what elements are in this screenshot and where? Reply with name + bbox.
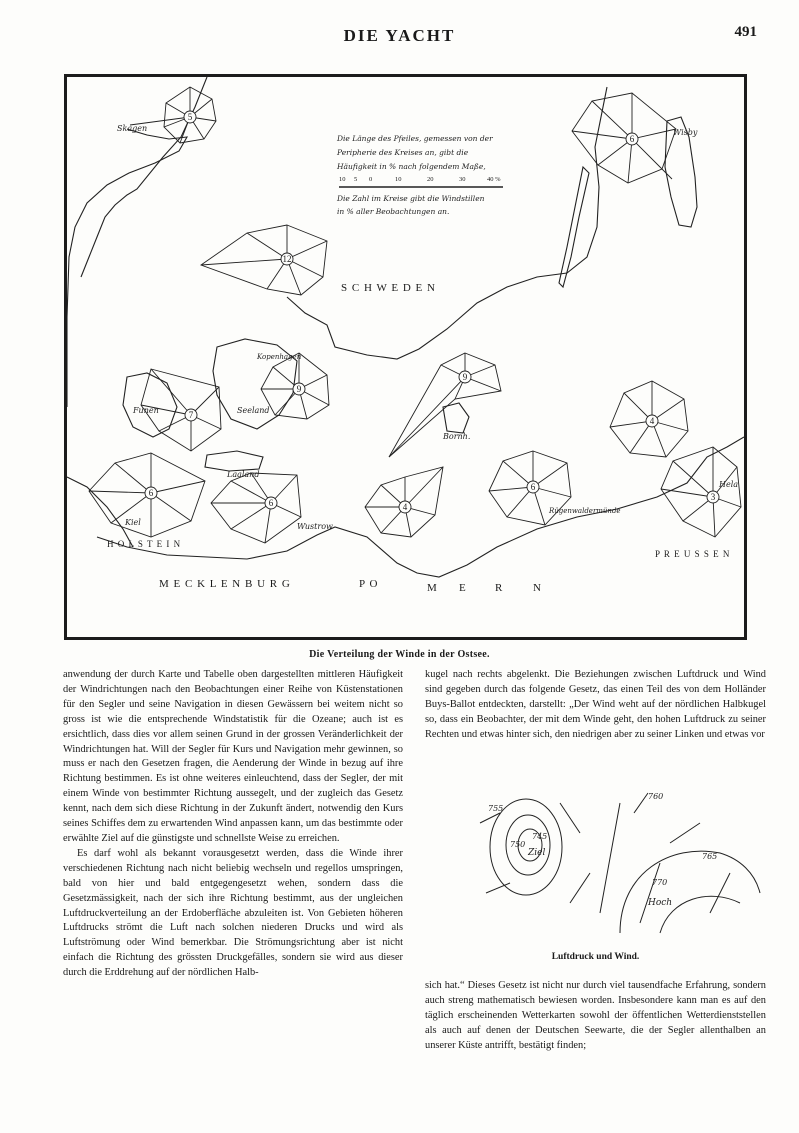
bornholm-island [443,403,469,433]
country-label-mecklenburg: M E C K L E N B U R G [159,578,291,590]
map-drawing [67,77,744,637]
sweden-west-coast [81,77,207,277]
wind-rose-kattegat [201,225,327,295]
place-label-kopenhagen: Kopenhagen [257,353,302,361]
paragraph: anwendung der durch Karte und Tabelle oben dargestellten mittleren Häufigkeit der Windrichtungen nach den Beobachtungen einer Reihe von Küstenstationen für den Segler und seine Navigation in diesen Gewässern bei weitem nicht so gross ist wie die entsprechende Windstatistik für die Ozeane; auch ist es ersichtlich, dass dies vor allem seinen Grund in der grossen Veränderlichkeit der Windrichtungen hat. Will der Segler für Kurs und Navigation mehr gewinnen, so muss er nach den Gesetzen fragen, die Aenderung der Winde in bezug auf ihre Richtung bestimmen. Es ist ohne weiteres einleuchtend, dass der Segler, der mit einem Winde von bestimmter Richtung aussegelt, und der zugleich das Gesetz kennt, nach dem sich diese Richtung in der Zukunft ändert, notwendig den Kurs seines Schiffes dem zu erwartenden Wind anpassen kann, um das bestimmte oder erwählte Ziel auf die günstigste und schnellste Weise zu erreichen. [63,669,403,844]
figure-label: 755 [488,804,504,813]
scale-tick: 30 [459,176,466,183]
figure-label: Hoch [648,898,673,908]
country-label-preussen: P R E U S S E N [655,549,731,559]
paragraph: kugel nach rechts abgelenkt. Die Beziehungen zwischen Luftdruck und Wind sind gegeben durch das folgende Gesetz, das einen Teil des von dem Holländer Buys-Ballot entdeckten, darstellt: „Der Wind weht auf der nördlichen Halbkugel so, dass ein Beobachter, der mit dem Winde geht, den hohen Luftdruck zu seiner Rechten und etwas hinter sich, den niedrigen aber zu seiner Linken und etwas vor [425,669,766,740]
running-header-title: DIE YACHT [343,26,456,45]
scale-tick: 20 [427,176,434,183]
country-label-pommern-1: P O [359,578,379,590]
wind-rose-wisby [572,93,676,183]
station-number-skagen: 5 [187,112,193,122]
station-number-funen: 7 [188,410,194,420]
legend-scale [339,176,503,187]
legend-note-line-2: in % aller Beobachtungen an. [337,207,450,216]
country-label-pommern-4: R [495,582,504,594]
figure-label: 745 [532,832,548,841]
legend-line-2: Peripherie des Kreises an, gibt die [337,148,469,157]
station-number-hela: 3 [710,492,716,502]
figure-label: 760 [648,792,664,801]
place-label-bornholm: Bornh. [443,432,471,441]
scale-tick: 40 % [487,176,501,183]
station-number-kiel: 6 [148,488,154,498]
country-label-sweden: S C H W E D E N [341,282,436,294]
country-label-pommern-5: N [533,582,542,594]
wind-rose-kopenhagen [261,353,329,419]
place-label-rugenwaldermunde: Rügenwaldermünde [549,507,621,515]
text-column-right-bottom [425,979,766,1054]
place-label-skagen: Skagen [117,124,148,133]
paragraph: Es darf wohl als bekannt vorausgesetzt werden, dass die Winde ihrer verschiedenen Richtung nach nicht beliebig wechseln und regellos umspringen, bald von hier und bald entgegengesetzt wehen, sondern dass die Gesetzmässigkeit, nach der sich ihre Richtung bestimmt, aus der ungleichen Luftdruckverteilung an der Erdoberfläche abzuleiten ist. Von Gebieten höheren Luftdrucks strömt die Luft nach solchen niederen Drucks und wird als Luftströmung oder Wind bemerkbar. Die Strömungsrichtung aber ist nicht einfach die Richtung des grössten Druckgefälles, sondern sie wird aus dieser durch die Erddrehung auf der nördlichen Halb- [63,847,403,979]
station-number-east: 4 [649,416,655,426]
text-column-left [63,668,403,981]
place-label-funen: Funen [133,406,159,415]
funen-island [123,373,177,437]
place-label-laaland: Laaland [227,470,260,479]
kiel-bight-coast [67,477,133,547]
figure-label: 750 [510,840,526,849]
place-label-kiel: Kiel [125,518,141,527]
baltic-wind-map [64,74,747,640]
paragraph: sich hat.“ Dieses Gesetz ist nicht nur durch viel tausendfache Erfahrung, sondern auch streng mathematisch bewiesen worden. Insbesondere kann man es auf den täglich erscheinenden Wetterkarten sowohl der öffentlichen Wetterdienststellen als auch auf denen der Deutschen Seewarte, die der Segler allenthalben an unserer Küste antrifft, bestätigt finden; [425,980,766,1051]
wind-rose-laaland [211,473,301,543]
legend-line-3: Häufigkeit in % nach folgendem Maße, [337,162,486,171]
wind-arrows [480,793,730,923]
country-label-holstein: H O L S T E I N [107,539,182,549]
station-number-wisby: 6 [629,134,635,144]
figure-label: 765 [702,852,718,861]
figure-caption: Luftdruck und Wind. [551,952,640,962]
page-number: 491 [734,24,757,40]
scale-tick: 10 [339,176,346,183]
wind-rose-skagen [130,87,216,143]
map-caption: Die Verteilung der Winde in der Ostsee. [309,649,490,660]
sweden-south-coast [287,87,607,359]
place-label-wustrow: Wustrow [297,522,333,531]
figure-label: 770 [652,878,668,887]
wind-rose-bornholm-west [389,353,501,457]
german-coast [97,437,744,577]
pressure-wind-figure [470,783,770,943]
station-number-rugenwalde: 6 [530,482,536,492]
country-label-pommern-2: M [427,582,438,594]
scale-tick: 0 [369,176,373,183]
legend-line-1: Die Länge des Pfeiles, gemessen von der [337,134,493,143]
scale-tick: 5 [354,176,358,183]
station-number-kattegat: 12 [282,254,292,264]
wind-rose-hela [661,447,741,537]
wind-rose-kiel [89,453,205,537]
scale-tick: 10 [395,176,402,183]
oland-island [559,167,589,287]
legend-note-line-1: Die Zahl im Kreise gibt die Windstillen [337,194,485,203]
station-number-wustrow: 4 [402,502,408,512]
isobar-755 [490,799,562,895]
station-number-bornholm-west: 9 [462,372,468,382]
text-column-right-top [425,668,766,743]
laaland-island [205,451,263,471]
place-label-seeland: Seeland [237,406,270,415]
country-label-pommern-3: E [459,582,467,594]
station-number-laaland: 6 [268,498,274,508]
place-label-wisby: Wisby [673,128,698,137]
figure-label: Ziel [528,848,546,858]
place-label-hela: Hela [719,480,739,489]
station-number-kopenhagen: 9 [296,384,302,394]
